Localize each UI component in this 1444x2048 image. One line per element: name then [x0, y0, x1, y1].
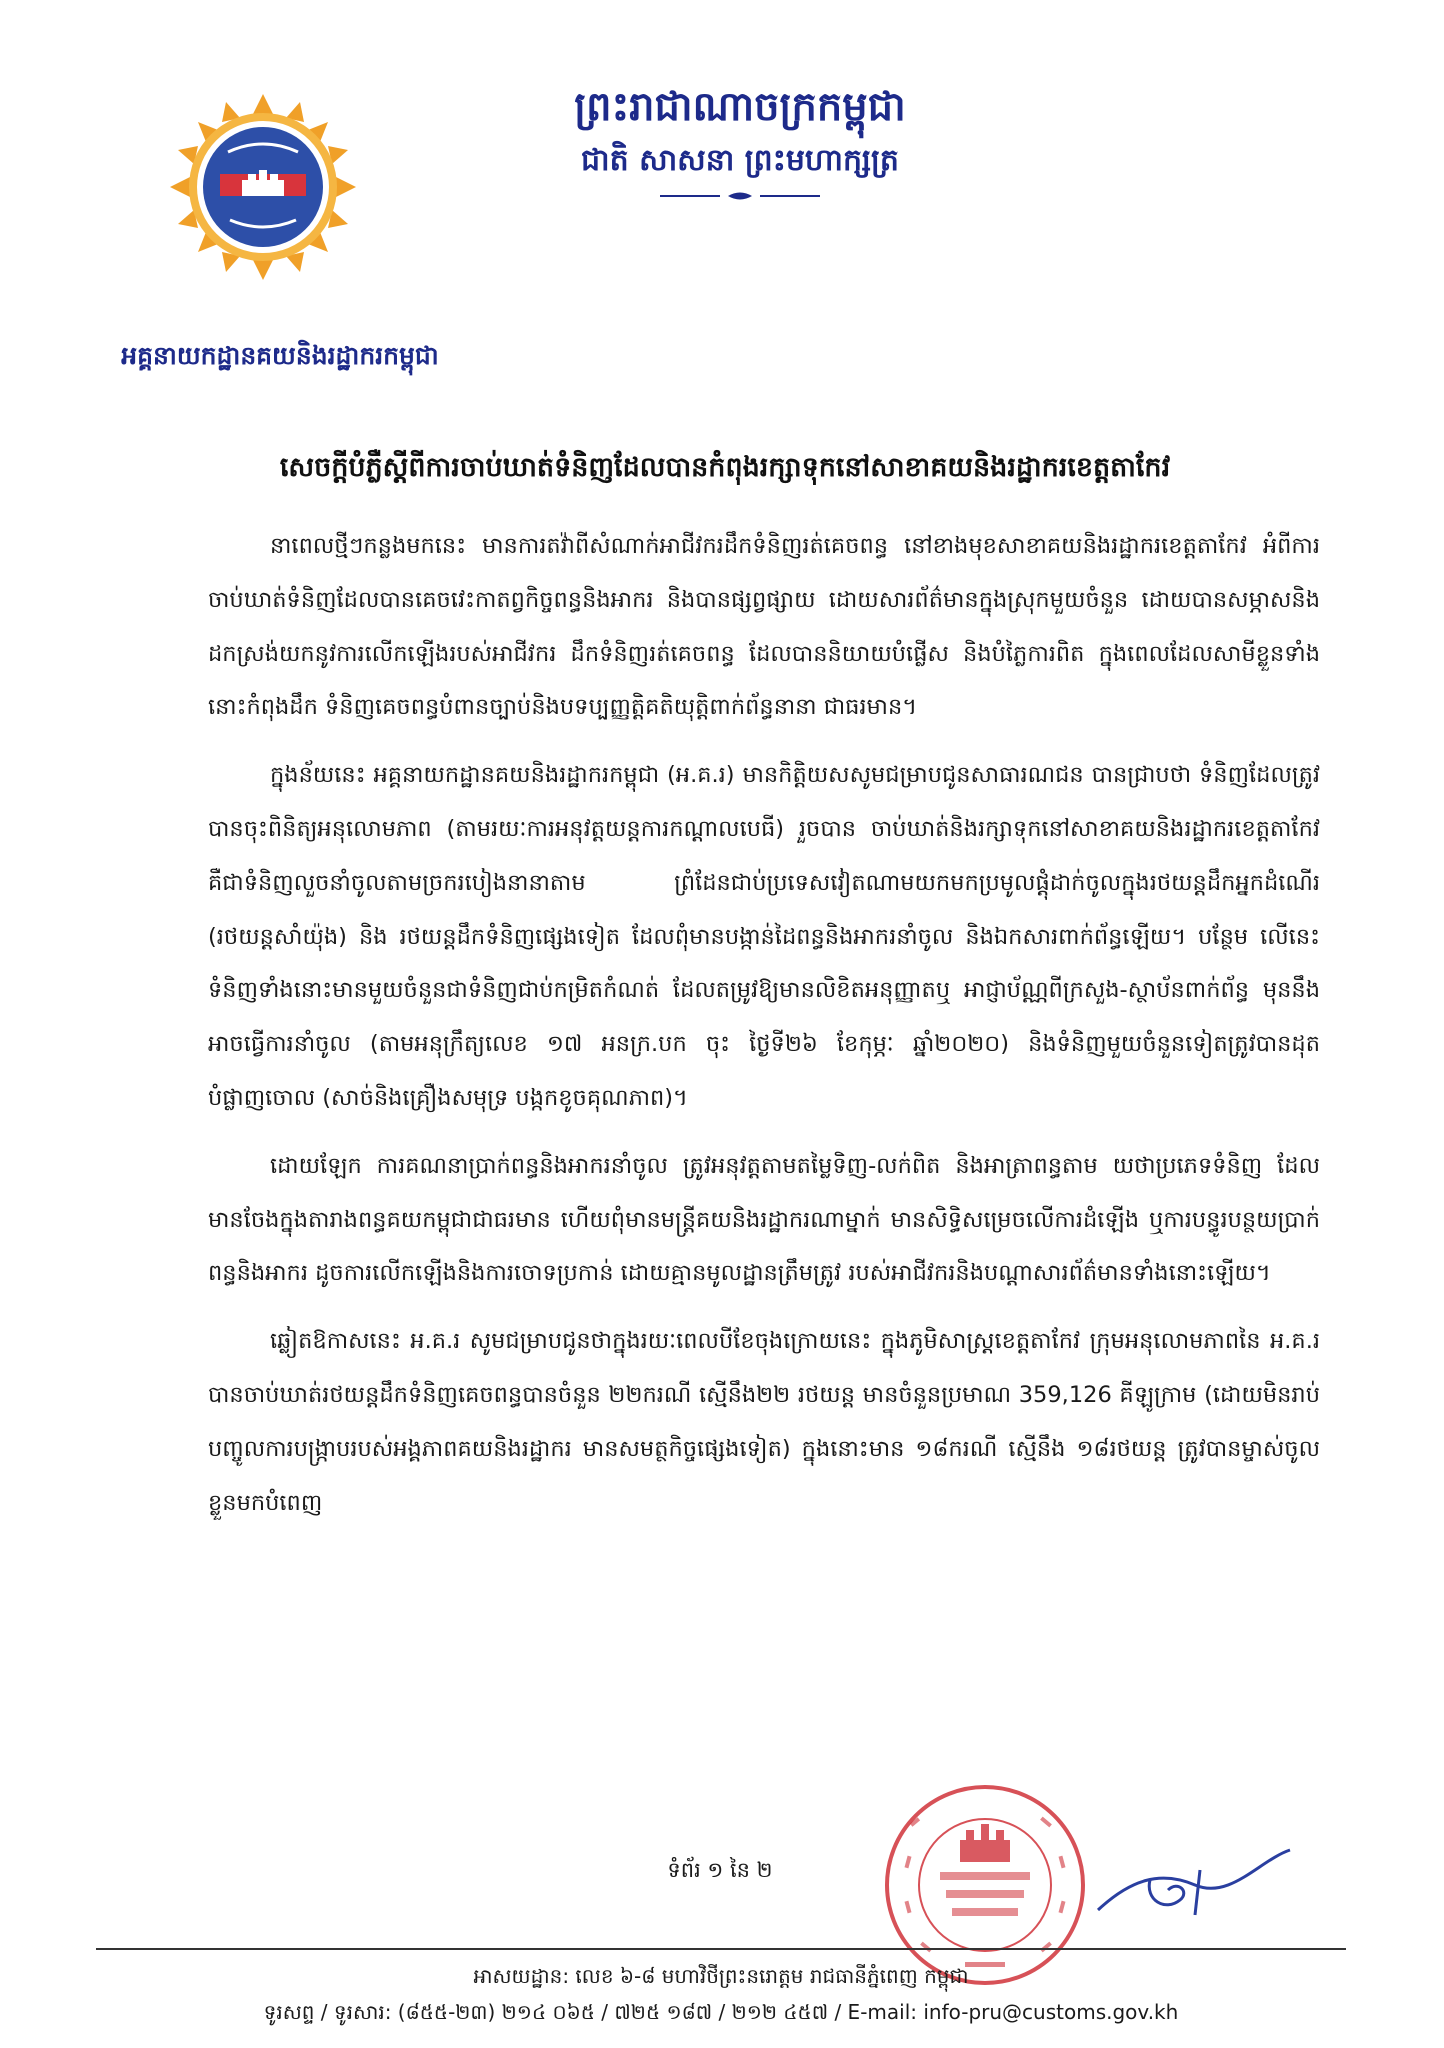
footer-contact: ទូរសព្ទ / ទូរសារ: (៨៥៥-២៣) ២១៤ ០៦៥ / ៧២៥ ១៨៧ / ២១២ ៤៥៧ / E-mail: info-pru@customs.gov.kh [263, 2000, 1179, 2024]
emblem-logo [168, 92, 358, 282]
national-header [480, 78, 1000, 205]
paragraph-4: ឆ្លៀតឱកាសនេះ អ.គ.រ សូមជម្រាបជូនថាក្នុងរយៈពេលបីខែចុងក្រោយនេះ ក្នុងភូមិសាស្ត្រខេត្តតាកែវ ក្រុមអនុលោមភាពនៃ អ.គ.រ បានចាប់ឃាត់រថយន្តដឹកទំនិញគេចពន្ធបានចំនួន ២២ករណី ស្មើនឹង២២ រថយន្ត មានចំនួនប្រមាណ 359,126 គីឡូក្រាម (ដោយមិនរាប់បញ្ចូលការបង្ក្រាបរបស់អង្គភាពគយនិងរដ្ឋាករ មានសមត្ថកិច្ចផ្សេងទៀត) ក្នុងនោះមាន ១៨ករណី ស្មើនឹង ១៨រថយន្ត ត្រូវបានម្ចាស់ចូលខ្លួនមកបំពេញ [208, 1328, 1320, 1516]
ornamental-divider [660, 191, 820, 201]
document-body [208, 520, 1320, 1544]
page-number: ទំព័រ ១ នៃ ២ [667, 1858, 773, 1882]
paragraph-2: ក្នុងន័យនេះ អគ្គនាយកដ្ឋានគយនិងរដ្ឋាករកម្ពុជា (អ.គ.រ) មានកិត្តិយសសូមជម្រាបជូនសាធារណជន បានជ្រាបថា ទំនិញដែលត្រូវបានចុះពិនិត្យអនុលោមភាព (តាមរយៈការអនុវត្តយន្តការកណ្តាលបេធី) រួចបាន ចាប់ឃាត់និងរក្សាទុកនៅសាខាគយនិងរដ្ឋាករខេត្តតាកែវ គឺជាទំនិញលួចនាំចូលតាមច្រករបៀងនានាតាម ព្រំដែនជាប់ប្រទេសវៀតណាមយកមកប្រមូលផ្តុំដាក់ចូលក្នុងរថយន្តដឹកអ្នកដំណើរ (រថយន្តសាំយ៉ុង) និង រថយន្តដឹកទំនិញផ្សេងទៀត ដែលពុំមានបង្កាន់ដៃពន្ធនិងអាករនាំចូល និងឯកសារពាក់ព័ន្ធឡើយ។ បន្ថែម លើនេះ ទំនិញទាំងនោះមានមួយចំនួនជាទំនិញជាប់កម្រិតកំណត់ ដែលតម្រូវឱ្យមានលិខិតអនុញ្ញាតឬ អាជ្ញាប័ណ្ណពីក្រសួង-ស្ថាប័នពាក់ព័ន្ធ មុននឹងអាចធ្វើការនាំចូល (តាមអនុក្រឹត្យលេខ ១៧ អនក្រ.បក ចុះ ថ្ងៃទី២៦ ខែកុម្ភៈ ឆ្នាំ២០២០) និងទំនិញមួយចំនួនទៀតត្រូវបានដុតបំផ្លាញចោល (សាច់និងគ្រឿងសមុទ្រ បង្កកខូចគុណភាព)។ [208, 762, 1320, 1111]
footer [96, 1958, 1346, 2030]
kingdom-title: ព្រះរាជាណាចក្រកម្ពុជា [574, 83, 906, 130]
paragraph-1: នាពេលថ្មីៗកន្លងមកនេះ មានការតវ៉ាពីសំណាក់អាជីវករដឹកទំនិញរត់គេចពន្ធ នៅខាងមុខសាខាគយនិងរដ្ឋាករខេត្តតាកែវ អំពីការចាប់ឃាត់ទំនិញដែលបានគេចវេះកាតព្វកិច្ចពន្ធនិងអាករ និងបានផ្សព្វផ្សាយ ដោយសារព័ត៌មានក្នុងស្រុកមួយចំនួន ដោយបានសម្ភាសនិងដកស្រង់យកនូវការលើកឡើងរបស់អាជីវករ ដឹកទំនិញរត់គេចពន្ធ ដែលបាននិយាយបំផ្លើស និងបំភ្លៃការពិត ក្នុងពេលដែលសាមីខ្លួនទាំងនោះកំពុងដឹក ទំនិញគេចពន្ធបំពានច្បាប់និងបទប្បញ្ញត្តិគតិយុត្តិពាក់ព័ន្ធនានា ជាធរមាន។ [208, 533, 1320, 721]
paragraph-3: ដោយឡែក ការគណនាប្រាក់ពន្ធនិងអាករនាំចូល ត្រូវអនុវត្តតាមតម្លៃទិញ-លក់ពិត និងអាត្រាពន្ធតាម យថាប្រភេទទំនិញ ដែលមានចែងក្នុងតារាងពន្ធគយកម្ពុជាជាធរមាន ហើយពុំមានមន្ត្រីគយនិងរដ្ឋាករណាម្នាក់ មានសិទ្ធិសម្រេចលើការដំឡើង ឬការបន្ធូរបន្ថយប្រាក់ពន្ធនិងអាករ ដូចការលើកឡើងនិងការចោទប្រកាន់ ដោយគ្មានមូលដ្ឋានត្រឹមត្រូវ របស់អាជីវករនិងបណ្តាសារព័ត៌មានទាំងនោះឡើយ។ [208, 1152, 1320, 1287]
footer-divider [96, 1948, 1346, 1950]
department-name: អគ្គនាយកដ្ឋានគយនិងរដ្ឋាករកម្ពុជា [121, 341, 439, 370]
signature [1090, 1840, 1300, 1940]
national-motto: ជាតិ សាសនា ព្រះមហាក្សត្រ [581, 143, 899, 178]
footer-address: អាសយដ្ឋាន: លេខ ៦-៨ មហាវិថីព្រះនរោត្តម រាជធានីភ្នំពេញ កម្ពុជា [473, 1964, 969, 1988]
document-title: សេចក្តីបំភ្លឺស្តីពីការចាប់ឃាត់ទំនិញដែលបានកំពុងរក្សាទុកនៅសាខាគយនិងរដ្ឋាករខេត្តតាកែវ [279, 452, 1171, 483]
